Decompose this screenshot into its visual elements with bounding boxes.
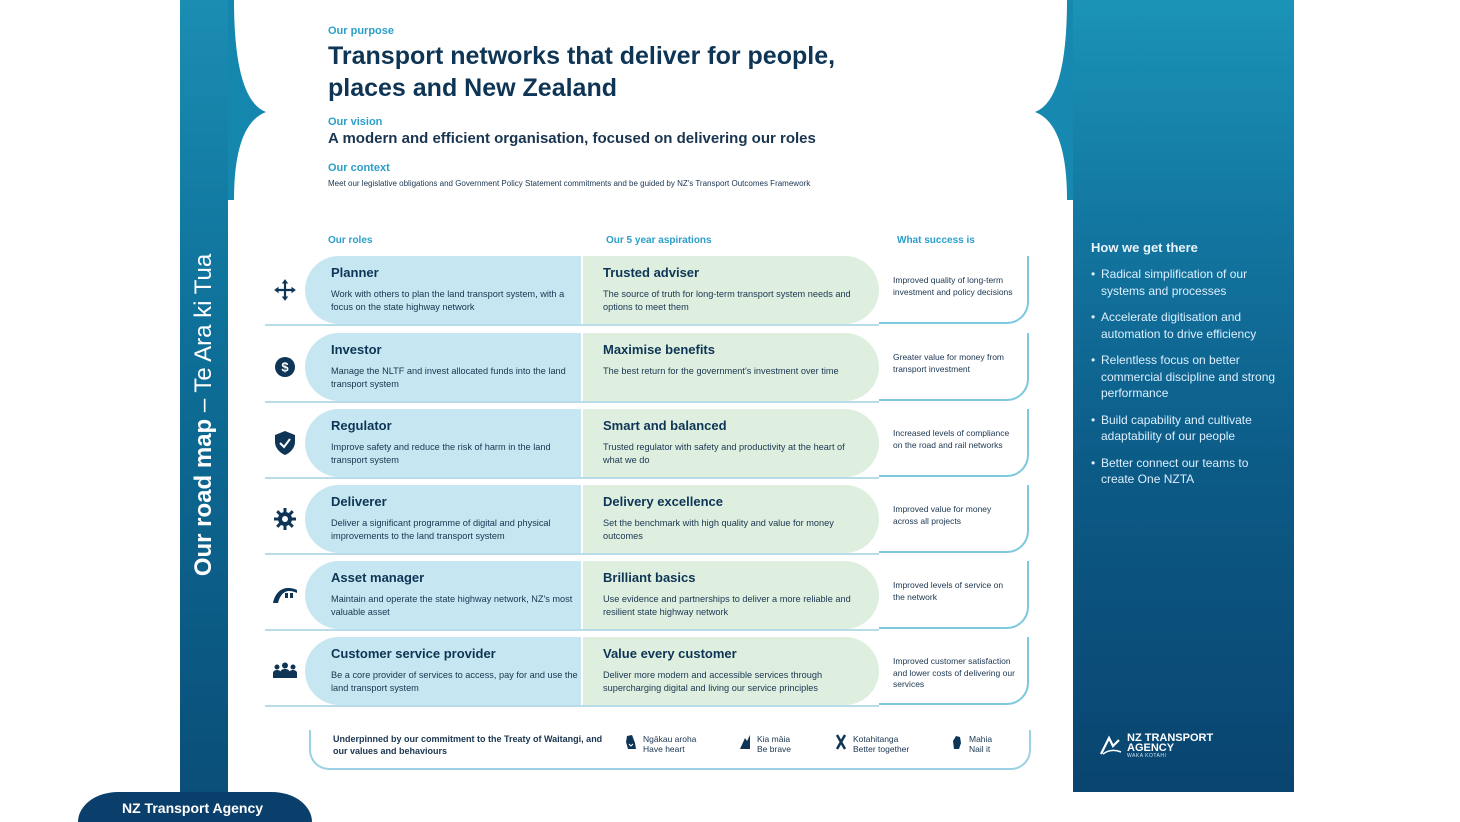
aspiration-title: Value every customer [603,646,737,661]
value-item [739,734,791,754]
nzta-swoosh-icon [1099,734,1123,758]
col-header-aspirations: Our 5 year aspirations [606,235,712,246]
row-divider [265,401,879,403]
left-notch-decoration [228,0,266,792]
how-item: • Better connect our teams to create One NZTA [1091,455,1281,488]
purpose-title: Transport networks that deliver for people, places and New Zealand [328,42,836,102]
role-description: Deliver a significant programme of digital and physical improvements to the land transport system [331,518,551,541]
value-english: Be brave [757,744,792,754]
row-divider [265,553,879,555]
success-text: Increased levels of compliance on the road and rail networks [893,428,1010,450]
value-item [951,734,992,754]
role-title: Asset manager [331,570,425,585]
aspiration-title: Smart and balanced [603,418,727,433]
context-label: Our context [328,162,390,174]
aspiration-title: Maximise benefits [603,342,715,357]
aspiration-title: Delivery excellence [603,494,723,509]
success-text: Improved quality of long-term investment and policy decisions [893,275,1013,297]
success-cell [879,561,1029,629]
aspiration-description: The best return for the government's investment over time [603,366,839,376]
value-maori: Kia māia [757,734,791,744]
roadmap-title-maori: Te Ara ki Tua [190,253,217,393]
road-tunnel-icon [265,561,305,629]
aspiration-cell [583,256,879,324]
logo-line1: NZ TRANSPORT [1127,732,1214,744]
roadmap-row-customer-service [265,637,1032,705]
success-text: Improved value for money across all projects [893,504,992,526]
row-divider [265,477,879,479]
value-maori: Kotahitanga [853,734,899,744]
right-how-panel [1073,0,1294,792]
success-cell [879,485,1029,553]
how-item: • Radical simplification of our systems and processes [1091,266,1281,299]
col-header-success: What success is [897,235,975,246]
aspiration-cell [583,485,879,553]
roadmap-row-deliverer [265,485,1032,553]
heart-hand-icon [625,734,637,750]
value-english: Better together [853,744,910,754]
vision-label: Our vision [328,116,383,128]
value-item [835,734,909,754]
aspiration-description: Use evidence and partnerships to deliver a more reliable and resilient state highway network [603,594,851,617]
success-cell [879,637,1029,705]
role-cell [305,485,581,553]
role-title: Investor [331,342,382,357]
role-cell [305,561,581,629]
success-text: Greater value for money from transport investment [893,352,1005,374]
logo-line2: AGENCY [1127,742,1175,754]
role-description: Maintain and operate the state highway network, NZ's most valuable asset [331,594,573,617]
role-cell [305,637,581,705]
right-notch-decoration [1035,0,1073,792]
hand-icon [951,734,963,750]
role-description: Be a core provider of services to access, pay for and use the land transport system [331,670,578,693]
footer-tab [78,792,312,822]
gear-icon [265,485,305,553]
aspiration-description: The source of truth for long-term transport system needs and options to meet them [603,289,851,312]
role-title: Customer service provider [331,646,496,661]
vision-text: A modern and efficient organisation, focused on delivering our roles [328,130,816,147]
logo-sub: WAKA KOTAHI [1127,753,1167,759]
value-english: Nail it [969,744,991,754]
row-divider [265,705,879,707]
nzta-logo [1099,733,1213,759]
climb-icon [739,734,751,750]
svg-text:$: $ [281,359,289,375]
aspiration-cell [583,561,879,629]
treaty-commitment-text: Underpinned by our commitment to the Treaty of Waitangi, and our values and behaviours [333,734,603,756]
aspiration-cell [583,333,879,401]
value-item [625,734,696,754]
success-cell [879,409,1029,477]
role-title: Regulator [331,418,392,433]
how-list [1091,266,1281,498]
aspiration-description: Trusted regulator with safety and productivity at the heart of what we do [603,442,845,465]
aspiration-title: Brilliant basics [603,570,696,585]
success-cell [879,333,1029,401]
roadmap-row-regulator [265,409,1032,477]
value-maori: Mahia [969,734,993,744]
roadmap-vertical-title [190,254,218,576]
success-text: Improved levels of service on the network [893,580,1004,602]
aspiration-title: Trusted adviser [603,265,700,280]
people-group-icon [265,637,305,705]
roadmap-title-separator: – [190,392,217,419]
aspiration-cell [583,409,879,477]
dollar-coin-icon [265,333,305,401]
role-title: Deliverer [331,494,387,509]
aspiration-description: Deliver more modern and accessible services through supercharging digital and living our service principles [603,670,823,693]
context-text: Meet our legislative obligations and Government Policy Statement commitments and be guided by NZ's Transport Outcomes Framework [328,179,811,188]
row-divider [265,324,879,326]
role-description: Improve safety and reduce the risk of harm in the land transport system [331,442,551,465]
how-item: • Build capability and cultivate adaptability of our people [1091,412,1281,445]
role-cell [305,409,581,477]
values-box [309,730,1031,770]
shield-check-icon [265,409,305,477]
footer-label: NZ Transport Agency [122,800,264,816]
success-cell [879,256,1029,324]
role-cell [305,333,581,401]
role-title: Planner [331,265,379,280]
left-title-band [180,0,228,792]
roadmap-row-asset-manager [265,561,1032,629]
roadmap-row-planner [265,256,1032,324]
aspiration-cell [583,637,879,705]
role-description: Manage the NLTF and invest allocated funds into the land transport system [331,366,566,389]
how-item: • Accelerate digitisation and automation to drive efficiency [1091,309,1281,342]
value-maori: Ngākau aroha [643,734,697,744]
success-text: Improved customer satisfaction and lower costs of delivering our services [893,656,1015,689]
how-we-get-there-title: How we get there [1091,240,1198,255]
row-divider [265,629,879,631]
role-description: Work with others to plan the land transport system, with a focus on the state highway network [331,289,565,312]
how-item: • Relentless focus on better commercial discipline and strong performance [1091,352,1281,402]
woven-strands-icon [835,734,847,750]
role-cell [305,256,581,324]
four-way-arrows-icon [265,256,305,324]
aspiration-description: Set the benchmark with high quality and value for money outcomes [603,518,834,541]
roadmap-row-investor [265,333,1032,401]
value-english: Have heart [643,744,685,754]
purpose-label: Our purpose [328,25,395,37]
roadmap-title-bold: Our road map [190,418,217,577]
col-header-roles: Our roles [328,235,373,246]
